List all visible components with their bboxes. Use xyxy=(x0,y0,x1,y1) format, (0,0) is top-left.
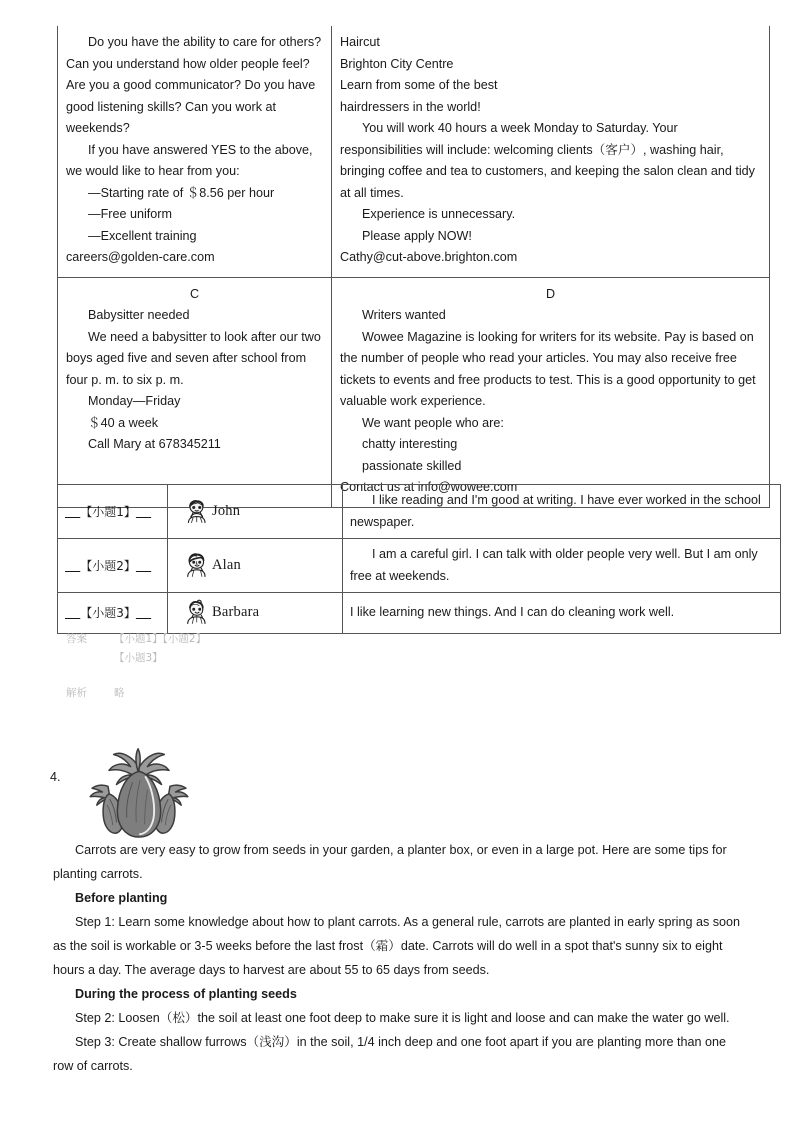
job-ads-table xyxy=(57,26,770,508)
analysis-value: 略 xyxy=(114,687,125,699)
ad-b-line-3: Learn from some of the best xyxy=(340,78,498,92)
ad-a-line-1: Do you have the ability to care for others? Can you understand how older people feel? Are you a good communicator? Do you have good listening skills? Can you work at weekends? xyxy=(66,35,322,135)
ad-cell-a xyxy=(58,26,332,277)
ad-b-line-2: Brighton City Centre xyxy=(340,56,454,71)
ad-cell-c xyxy=(58,277,332,507)
ad-a-line-5: —Excellent training xyxy=(88,228,197,243)
table-row xyxy=(58,593,781,634)
question-blank-cell-2[interactable] xyxy=(58,539,168,593)
answer-row xyxy=(66,630,466,649)
ad-b-line-4: hairdressers in the world! xyxy=(340,99,481,114)
q4-paragraph-1: Carrots are very easy to grow from seeds in your garden, a planter box, or even in a large pot. Here are some tips for planting carrots. xyxy=(53,843,727,881)
ad-c-line-4: ＄40 a week xyxy=(88,415,159,430)
ad-b-line-1: Haircut xyxy=(340,35,380,49)
person-cell-2 xyxy=(168,539,343,593)
person-name-1: John xyxy=(212,502,241,519)
analysis-row xyxy=(66,684,466,703)
ad-d-line-5: passionate skilled xyxy=(362,458,462,473)
carrots-illustration-icon xyxy=(78,743,200,841)
person-description-cell-1 xyxy=(343,485,781,539)
question-blank-cell-1[interactable] xyxy=(58,485,168,539)
question-blank-1[interactable] xyxy=(65,502,160,522)
analysis-label: 解析 xyxy=(66,687,87,699)
table-row xyxy=(58,539,781,593)
table-row xyxy=(58,485,781,539)
person-description-3: I like learning new things. And I can do cleaning work well. xyxy=(350,605,675,620)
ad-a-email: careers@golden-care.com xyxy=(66,250,215,264)
ad-d-line-1: Writers wanted xyxy=(362,308,446,322)
q4-paragraph-step-2: Step 2: Loosen（松）the soil at least one foot deep to make sure it is light and loose and can make the water go well. xyxy=(75,1011,730,1025)
ad-a-line-2: If you have answered YES to the above, we would like to hear from you: xyxy=(66,142,313,178)
ad-d-line-4: chatty interesting xyxy=(362,437,458,451)
ad-b-email: Cathy@cut-above.brighton.com xyxy=(340,250,518,264)
ad-d-line-3: We want people who are: xyxy=(362,415,504,430)
answer-analysis-block xyxy=(66,630,466,703)
person-name-3: Barbara xyxy=(212,604,260,621)
person-description-cell-2 xyxy=(343,539,781,593)
question-4-body xyxy=(53,838,743,1078)
table-row xyxy=(58,26,770,277)
ad-cell-b xyxy=(332,26,770,277)
ad-d-line-2: Wowee Magazine is looking for writers for its website. Pay is based on the number of people who read your articles. You may also receive free tickets to events and free products to test. This is a good opportunity to get valuable work experience. xyxy=(340,329,756,408)
answer-label: 答案 xyxy=(66,633,87,645)
answer-value-line-2: 【小题3】 xyxy=(114,652,163,664)
ad-b-line-7: Please apply NOW! xyxy=(362,228,472,243)
question-4-number: 4. xyxy=(50,770,61,784)
ad-c-line-3: Monday—Friday xyxy=(88,394,181,408)
person-cell-3 xyxy=(168,593,343,634)
q4-paragraph-step-3: Step 3: Create shallow furrows（浅沟）in the soil, 1/4 inch deep and one foot apart if you are planting more than one row of carrots. xyxy=(53,1035,727,1073)
ad-d-letter: D xyxy=(545,286,556,301)
ad-c-line-2: We need a babysitter to look after our two boys aged five and seven after school from four p. m. to six p. m. xyxy=(66,329,321,387)
question-label-2: 【小题2】 xyxy=(80,558,136,573)
ad-c-line-5: Call Mary at 678345211 xyxy=(88,437,221,451)
person-description-2: I am a careful girl. I can talk with older people very well. But I am only free at weekends. xyxy=(350,547,758,583)
table-row xyxy=(58,277,770,507)
ad-cell-d xyxy=(332,277,770,507)
answer-value-line-1: 【小题1】【小题2】 xyxy=(114,633,207,645)
ad-a-line-3: —Starting rate of ＄8.56 per hour xyxy=(88,185,275,200)
ad-b-line-6: Experience is unnecessary. xyxy=(362,207,516,221)
ad-c-letter: C xyxy=(189,286,200,301)
persons-matching-table xyxy=(57,484,781,634)
person-cell-1 xyxy=(168,485,343,539)
q4-heading-before-planting: Before planting xyxy=(75,891,168,905)
girl-portrait-icon xyxy=(181,551,211,581)
ad-a-line-4: —Free uniform xyxy=(88,207,172,221)
question-blank-cell-3[interactable] xyxy=(58,593,168,634)
person-name-2: Alan xyxy=(212,556,241,573)
person-description-cell-3 xyxy=(343,593,781,634)
question-blank-3[interactable] xyxy=(65,603,160,623)
woman-portrait-icon xyxy=(181,598,211,628)
question-label-3: 【小题3】 xyxy=(80,606,136,620)
question-blank-2[interactable] xyxy=(65,556,160,576)
person-description-1: I like reading and I'm good at writing. I have ever worked in the school newspaper. xyxy=(350,493,761,529)
ad-c-line-1: Babysitter needed xyxy=(88,308,190,322)
q4-paragraph-step-1: Step 1: Learn some knowledge about how to plant carrots. As a general rule, carrots are planted in early spring as soon as the soil is workable or 3-5 weeks before the last frost（霜）date. Carrots will do well in a spot that's sunny six to eight hours a day. The average days to harvest are about 55 to 65 days from seeds. xyxy=(53,915,741,977)
ad-b-line-5: You will work 40 hours a week Monday to Saturday. Your responsibilities will include: welcoming clients（客户）, washing hair, bringing coffee and tea to customers, and keeping the salon clean and tidy at all times. xyxy=(340,121,755,200)
boy-portrait-icon xyxy=(181,497,211,527)
question-label-1: 【小题1】 xyxy=(80,504,136,519)
ad-d-contact: Contact us at info@wowee.com xyxy=(340,480,518,494)
q4-heading-during-process: During the process of planting seeds xyxy=(75,987,297,1001)
